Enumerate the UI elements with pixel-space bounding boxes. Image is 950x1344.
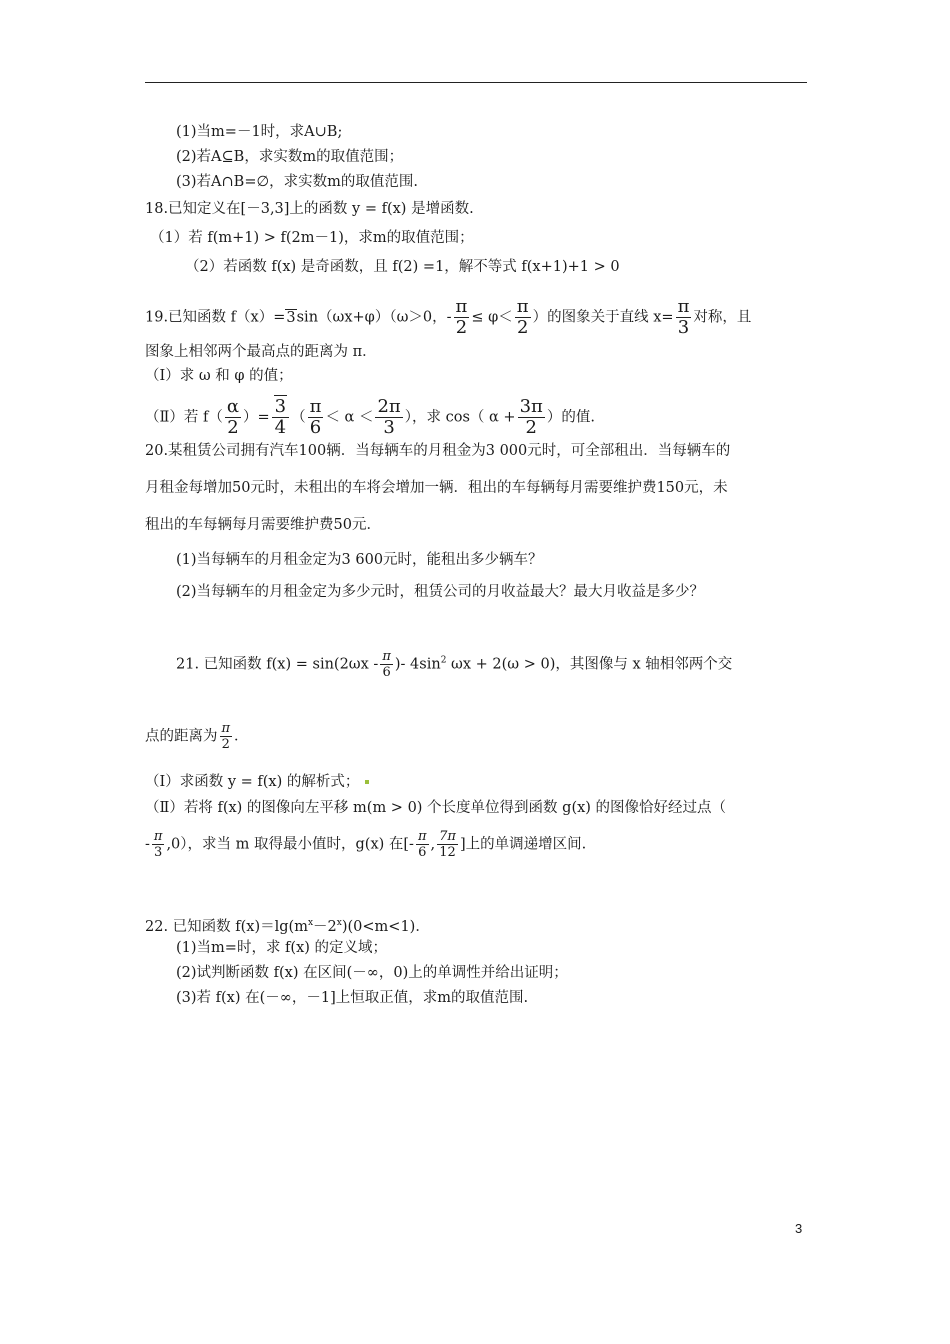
q17-part2: (2)若A⊆B，求实数m的取值范围； — [176, 149, 404, 165]
frac-pi-over-2: $\frac{\pi}{2}$ — [221, 721, 231, 752]
q18-part1: （1）若 f(m+1) > f(2m－1)，求m的取值范围； — [150, 230, 474, 246]
sqrt-3: 3 — [286, 309, 296, 326]
q22-part3: (3)若 f(x) 在(－∞，－1]上恒取正值，求m的取值范围. — [176, 990, 529, 1006]
q18-part2: （2）若函数 f(x) 是奇函数，且 f(2) =1，解不等式 f(x+1)+1 > 0 — [185, 259, 620, 275]
q19-part2: （Ⅱ）若 f（ $\frac{\alpha}{2}$ ）= $\frac{3}{4}$ （ $\frac{\pi}{6}$ ＜ α ＜ $\frac{2\pi}{3}$ ），求 cos（ α + $\frac{3\pi}{2}$ ）的值. — [145, 396, 595, 438]
frac-7pi-over-12: $\frac{7\pi}{12}$ — [439, 829, 456, 860]
q17-part1: (1)当m=－1时，求A∪B; — [176, 124, 343, 140]
q19-stem: 19.已知函数 f（x）=3sin（ωx+φ）（ω＞0，- $\frac{\pi}{2}$ ≤ φ＜ $\frac{\pi}{2}$ ）的图象关于直线 x= $\frac{\pi}{3}$ 对称，且 — [145, 296, 752, 338]
frac-2pi-over-3: $\frac{2\pi}{3}$ — [377, 396, 401, 438]
q20-line3: 租出的车每辆每月需要维护费50元． — [145, 517, 381, 533]
q19-part1: （Ⅰ）求 ω 和 φ 的值； — [145, 368, 293, 384]
frac-pi-over-6: $\frac{\pi}{6}$ — [309, 396, 322, 438]
frac-pi-over-2: $\frac{\pi}{2}$ — [455, 296, 468, 338]
frac-alpha-over-2: $\frac{\alpha}{2}$ — [226, 396, 239, 438]
frac-3pi-over-2: $\frac{3\pi}{2}$ — [519, 396, 543, 438]
frac-pi-over-3: $\frac{\pi}{3}$ — [677, 296, 690, 338]
page-number: 3 — [795, 1221, 803, 1236]
q21-line5: - $\frac{\pi}{3}$ ,0），求当 m 取得最小值时，g(x) 在[- $\frac{\pi}{6}$ , $\frac{7\pi}{12}$ ]上的单调递增区间. — [145, 829, 587, 860]
frac-sqrt3-over-4: $\frac{3}{4}$ — [272, 398, 289, 437]
q22-part1: (1)当m=时，求 f(x) 的定义域； — [176, 940, 388, 956]
q18-stem: 18.已知定义在[－3,3]上的函数 y = f(x) 是增函数. — [145, 201, 474, 217]
q22-part2: (2)试判断函数 f(x) 在区间(－∞，0)上的单调性并给出证明； — [176, 965, 568, 981]
marker-dot — [365, 780, 369, 784]
q20-part2: (2)当每辆车的月租金定为多少元时，租赁公司的月收益最大？最大月收益是多少？ — [176, 584, 705, 600]
q21-line2: 点的距离为 $\frac{\pi}{2}$ ． — [145, 721, 249, 752]
frac-pi-over-6: $\frac{\pi}{6}$ — [382, 649, 391, 680]
header-rule — [145, 82, 807, 83]
q22-stem: 22. 已知函数 $f(x)=\lg(m^x-2^x)(0<m<1)$． — [145, 918, 430, 935]
q21-part2: （Ⅱ）若将 f(x) 的图像向左平移 m(m > 0) 个长度单位得到函数 g(x) 的图像恰好经过点（ — [145, 800, 727, 816]
q20-part1: (1)当每辆车的月租金定为3 600元时，能租出多少辆车？ — [176, 552, 543, 568]
q20-line1: 20.某租赁公司拥有汽车100辆．当每辆车的月租金为3 000元时，可全部租出．当每辆车的 — [145, 443, 731, 459]
q21-part1: （Ⅰ）求函数 y = f(x) 的解析式； — [145, 772, 369, 792]
frac-pi-over-2-b: $\frac{\pi}{2}$ — [516, 296, 529, 338]
frac-pi-over-6-b: $\frac{\pi}{6}$ — [417, 829, 427, 860]
q17-part3: (3)若A∩B=∅，求实数m的取值范围. — [176, 174, 418, 190]
q21-stem: 21. 已知函数 f(x) = sin(2ωx - $\frac{\pi}{6}$ )- $4\sin^2$ ωx + 2(ω > 0)，其图像与 x 轴相邻两个交 — [176, 649, 733, 680]
frac-pi-over-3: $\frac{\pi}{3}$ — [153, 829, 163, 860]
q19-line2: 图象上相邻两个最高点的距离为 π． — [145, 344, 377, 360]
q20-line2: 月租金每增加50元时，未租出的车将会增加一辆．租出的车每辆每月需要维护费150元，未 — [145, 480, 728, 496]
